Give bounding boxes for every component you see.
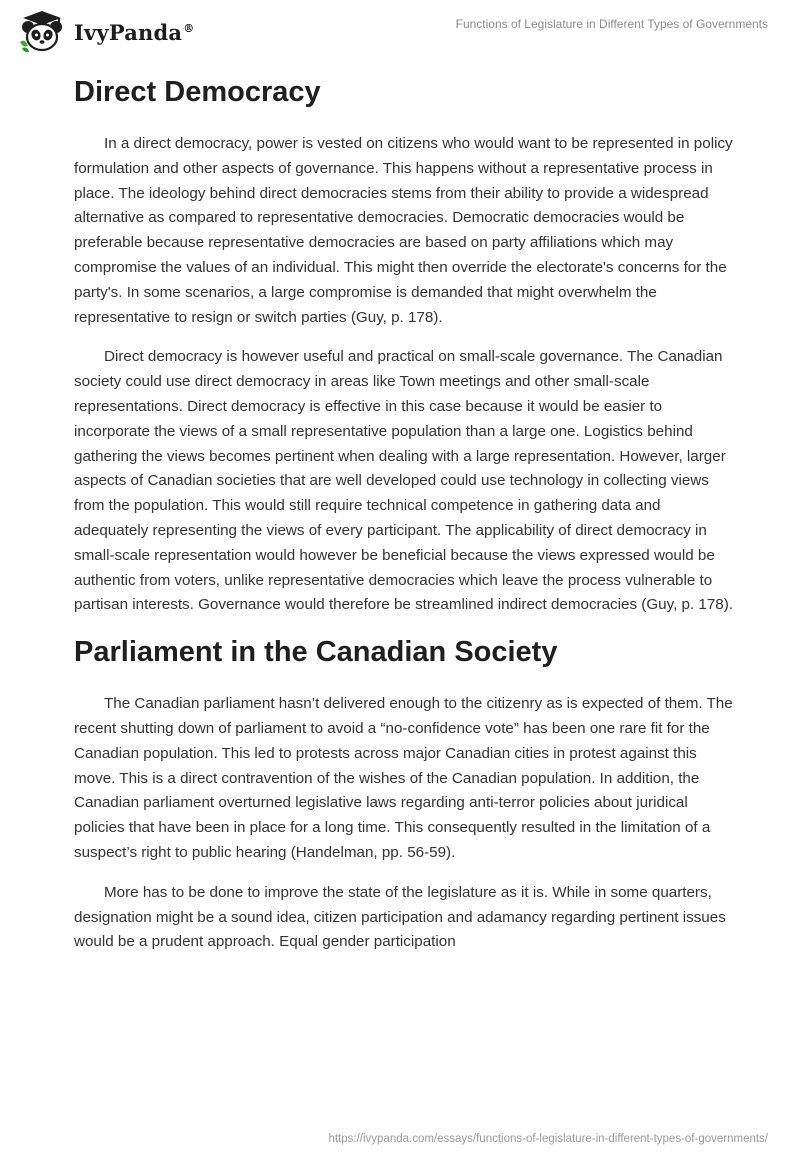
paragraph: Direct democracy is however useful and practical on small-scale governance. The Canadian society could use direct democracy in areas like Town meetings and other small-scale representations. Direct democracy is effective in this case because it would be easier to incorporate the views of a small representative population than a large one. Logistics behind gathering the views becomes pertinent when dealing with a large representation. However, larger aspects of Canadian societies that are well developed could use technology in collecting views from the population. This would still require technical competence in gathering data and adequately representing the views of every participant. The applicability of direct democracy in small-scale representation would however be beneficial because the views expressed would be authentic from voters, unlike representative democracies which leave the process vulnerable to partisan interests. Governance would therefore be streamlined indirect democracies (Guy, p. 178). (74, 348, 734, 614)
section-heading: Direct Democracy (74, 76, 321, 108)
registered-mark: ® (183, 21, 195, 35)
section-direct-democracy (74, 68, 734, 618)
paragraph: In a direct democracy, power is vested on citizens who would want to be represented in policy formulation and other aspects of governance. This happens without a representative process in place. The ideology behind direct democracies stems from their ability to provide a widespread alternative as compared to representative democracies. Democratic democracies would be preferable because representative democracies are based on party affiliations which may compromise the values of an individual. This might then override the electorate's concerns for the party's. In some scenarios, a large compromise is demanded that might overwhelm the representative to resign or switch parties (Guy, p. 178). (74, 135, 733, 326)
source-url[interactable]: https://ivypanda.com/essays/functions-of-legislature-in-different-types-of-governments/ (328, 1133, 768, 1145)
section-heading: Parliament in the Canadian Society (74, 636, 558, 669)
brand-name: IvyPanda® (74, 19, 195, 45)
panda-logo-icon (16, 10, 68, 54)
section-parliament-canadian-society (74, 628, 734, 955)
page-header (0, 0, 800, 64)
article-body (74, 68, 734, 955)
paragraph: More has to be done to improve the state of the legislature as it is. While in some quarters, designation might be a sound idea, citizen participation and adamancy regarding pertinent issues would be a prudent approach. Equal gender participation (74, 883, 726, 951)
document-title: Functions of Legislature in Different Types of Governments (455, 17, 768, 31)
brand-logo[interactable] (16, 10, 194, 54)
paragraph: The Canadian parliament hasn’t delivered enough to the citizenry as is expected of them. The recent shutting down of parliament to avoid a “no-confidence vote” has been one rare fit for the Canadian population. This led to protests across major Canadian cities in protest against this move. This is a direct contravention of the wishes of the Canadian population. In addition, the Canadian parliament overturned legislative laws regarding anti-terror policies about juridical policies that have been in place for a long time. This consequently resulted in the limitation of a suspect’s right to public hearing (Handelman, pp. 56-59). (74, 695, 733, 861)
